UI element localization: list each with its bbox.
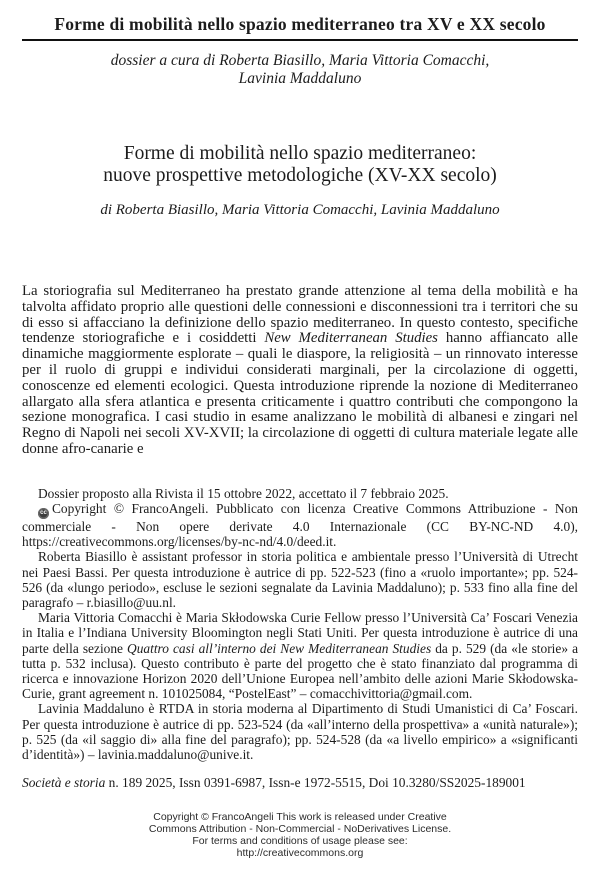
footer-license-url[interactable]: http://creativecommons.org: [236, 847, 364, 860]
footer-line-3: For terms and conditions of usage please see:: [192, 835, 408, 848]
footnote-biasillo: Roberta Biasillo è assistant professor in storia politica e ambientale presso l’Università di Utrecht nei Paesi Bassi. Per questa introduzione è autrice di pp. 522-523 (fino a «ruolo importante»; pp. 524-526 (da «lungo periodo», escluse le sezioni segnalate da Lavinia Maddaluno); p. 533 fino alla fine del paragrafo – r.biasillo@uu.nl.: [22, 549, 578, 610]
footnote-maddaluno: Lavinia Maddaluno è RTDA in storia moderna al Dipartimento di Studi Umanistici di Ca’ Foscari. Per questa introduzione è autrice di pp. 523-524 (da «all’interno della prospettiva» a «unità naturale»); p. 525 (da «il saggio di» alla fine del paragrafo); pp. 524-528 (da «a livello empirico» a «significanti d’identità») – lavinia.maddaluno@unive.it.: [22, 701, 578, 763]
article-title-line2: nuove prospettive metodologiche (XV-XX secolo): [103, 164, 497, 186]
footnotes-block: [22, 486, 578, 762]
running-head: Forme di mobilità nello spazio mediterraneo tra XV e XX secolo: [54, 14, 546, 34]
article-byline: di Roberta Biasillo, Maria Vittoria Comacchi, Lavinia Maddaluno: [100, 202, 500, 218]
header-rule: [22, 39, 578, 41]
footer-line-1: Copyright © FrancoAngeli This work is released under Creative: [153, 811, 447, 824]
footer-line-2: Commons Attribution - Non-Commercial - NoDerivatives License.: [148, 823, 452, 836]
dossier-credit-line1: dossier a cura di Roberta Biasillo, Maria Vittoria Comacchi,: [110, 52, 490, 69]
footnote-comacchi: Maria Vittoria Comacchi è Maria Skłodowska Curie Fellow presso l’Università Ca’ Foscari Venezia in Italia e l’Indiana University Bloomington negli Stati Uniti. Per questa introduzione è autrice di una parte della sezione Quattro casi all’interno dei New Mediterranean Studies da p. 529 (da «le storie» a tutta p. 532 inclusa). Questo contributo è parte del progetto che è stato finanziato dal programma di ricerca e innovazione Horizon 2020 dell’Unione Europea nell’ambito delle azioni Marie Skłodowska-Curie, grant agreement n. 101025084, “PostelEast” – comacchivittoria@gmail.com.: [22, 610, 579, 702]
dossier-credit-line2: Lavinia Maddaluno: [238, 69, 362, 87]
cc-license-icon: cc: [38, 508, 49, 519]
intro-paragraph: La storiografia sul Mediterraneo ha prestato grande attenzione al tema della mobilità e ha talvolta affidato proprio alle questioni delle connessioni e disconnessioni tra i territori che su di esso si affacciano la definizione dello spazio mediterraneo. In questo contesto, specifiche tendenze storiografiche e i cosiddetti New Mediterranean Studies hanno affiancato alle dinamiche maggiormente esplorate – quali le diaspore, la religiosità – un rinnovato interesse per il ruolo di gruppi e individui considerati marginali, per la circolazione di oggetti, conoscenze ed elementi ecologici. Questa introduzione riprende la nozione di Mediterraneo allargato alla sfera atlantica e presenta criticamente i quattro contributi che compongono la sezione monografica. I casi studio in esame analizzano le mobilità di albanesi e zingari nel Regno di Napoli nei secoli XV-XVII; la circolazione di oggetti di cultura materiale legate alle donne afro-canarie e: [22, 283, 578, 457]
journal-citation: Società e storia n. 189 2025, Issn 0391-6987, Issn-e 1972-5515, Doi 10.3280/SS2025-189001: [22, 775, 526, 791]
license-footer: [22, 811, 578, 859]
footnote-copyright: [22, 501, 578, 549]
dossier-credit: [22, 52, 578, 87]
footnote-copyright-text: Copyright © FrancoAngeli. Pubblicato con licenza Creative Commons Attribuzione - Non commerciale - Non opere derivate 4.0 Internazionale (CC BY-NC-ND 4.0), https://creativecommons.org/licenses/by-nc-nd/4.0/deed.it.: [22, 500, 578, 550]
footnote-dossier-dates: Dossier proposto alla Rivista il 15 ottobre 2022, accettato il 7 febbraio 2025.: [38, 485, 449, 501]
article-title: [22, 143, 578, 186]
article-title-line1: Forme di mobilità nello spazio mediterraneo:: [123, 143, 477, 164]
